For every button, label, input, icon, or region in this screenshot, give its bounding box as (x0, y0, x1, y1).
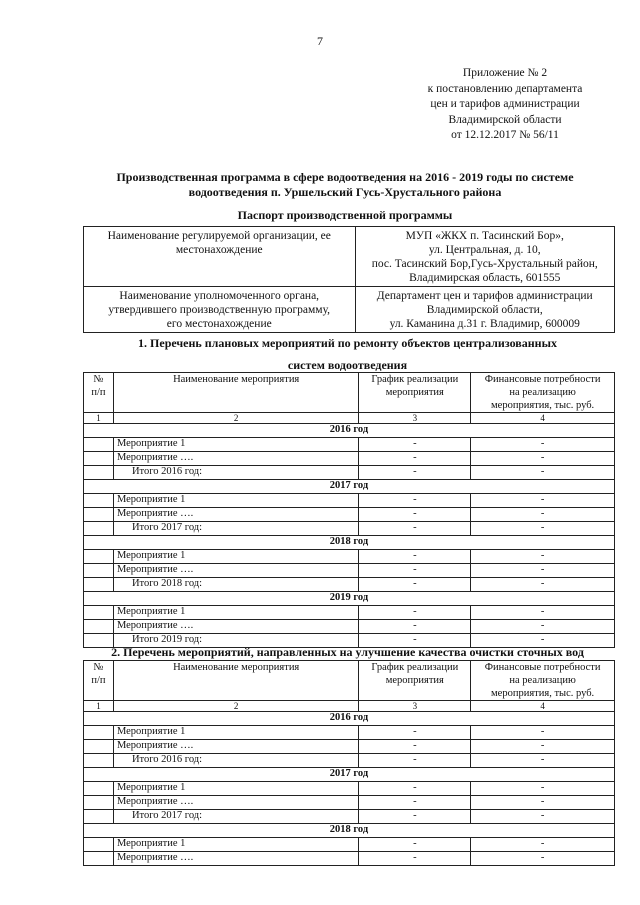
table-row (84, 620, 615, 634)
value-line: Владимирская область, 601555 (409, 272, 561, 284)
value-line: пос. Тасинский Бор,Гусь-Хрустальный район, (371, 258, 598, 270)
finance-cell: - (471, 438, 615, 452)
year-row (84, 768, 615, 782)
table-row (84, 508, 615, 522)
total-label: Итого 2016 год: (113, 466, 358, 480)
year-row (84, 592, 615, 606)
year-row (84, 424, 615, 438)
total-label: Итого 2017 год: (113, 810, 358, 824)
treatment-events-table (83, 660, 615, 866)
finance-cell: - (471, 810, 615, 824)
finance-cell: - (471, 564, 615, 578)
col-name-header: Наименование мероприятия (113, 661, 358, 701)
schedule-cell: - (359, 494, 471, 508)
passport-title: Паспорт производственной программы (237, 208, 453, 222)
schedule-cell: - (359, 740, 471, 754)
column-number-row (84, 413, 615, 424)
schedule-cell: - (359, 578, 471, 592)
event-name: Мероприятие …. (113, 852, 358, 866)
table-row (84, 740, 615, 754)
table-row (84, 852, 615, 866)
schedule-cell: - (359, 564, 471, 578)
annex-line: Приложение № 2 (462, 67, 548, 79)
event-name: Мероприятие …. (113, 564, 358, 578)
schedule-cell: - (359, 620, 471, 634)
label-line: его местонахождение (166, 318, 272, 330)
column-number: 3 (359, 701, 471, 712)
schedule-cell: - (359, 508, 471, 522)
annex-line: от 12.12.2017 № 56/11 (451, 129, 559, 141)
schedule-cell: - (359, 726, 471, 740)
column-number: 4 (471, 413, 615, 424)
finance-cell: - (471, 838, 615, 852)
total-label: Итого 2017 год: (113, 522, 358, 536)
finance-cell: - (471, 620, 615, 634)
table-row (84, 796, 615, 810)
column-number: 1 (84, 701, 114, 712)
passport-value (355, 287, 615, 333)
header-row (84, 373, 615, 413)
finance-cell: - (471, 852, 615, 866)
schedule-cell: - (359, 810, 471, 824)
table-row (84, 726, 615, 740)
event-name: Мероприятие …. (113, 508, 358, 522)
year-label: 2018 год (84, 824, 615, 838)
finance-cell: - (471, 494, 615, 508)
column-number: 2 (113, 413, 358, 424)
page-number: 7 (317, 34, 323, 48)
year-row (84, 480, 615, 494)
section2-title: 2. Перечень мероприятий, направленных на улучшение качества очистки сточных вод (111, 645, 584, 659)
finance-cell: - (471, 796, 615, 810)
total-label: Итого 2018 год: (113, 578, 358, 592)
event-name: Мероприятие 1 (113, 606, 358, 620)
schedule-cell: - (359, 438, 471, 452)
header-row (84, 661, 615, 701)
finance-cell: - (471, 550, 615, 564)
total-row (84, 522, 615, 536)
year-label: 2016 год (84, 712, 615, 726)
section1-title-cont: систем водоотведения (287, 358, 408, 372)
total-label: Итого 2016 год: (113, 754, 358, 768)
table-row (84, 550, 615, 564)
passport-value (355, 227, 615, 287)
total-label: Итого 2019 год: (113, 634, 358, 648)
schedule-cell: - (359, 522, 471, 536)
finance-cell: - (471, 466, 615, 480)
repair-events-table (83, 372, 615, 648)
schedule-cell: - (359, 754, 471, 768)
event-name: Мероприятие 1 (113, 782, 358, 796)
total-row (84, 810, 615, 824)
table-row (84, 838, 615, 852)
year-label: 2019 год (84, 592, 615, 606)
year-label: 2017 год (84, 768, 615, 782)
table-row (84, 564, 615, 578)
annex-line: к постановлению департамента (427, 82, 583, 95)
finance-cell: - (471, 634, 615, 648)
passport-row (84, 227, 615, 287)
passport-row (84, 287, 615, 333)
col-schedule-header: График реализации мероприятия (359, 373, 471, 413)
event-name: Мероприятие 1 (113, 838, 358, 852)
event-name: Мероприятие 1 (113, 494, 358, 508)
annex-line: Владимирской области (448, 113, 562, 126)
year-label: 2017 год (84, 480, 615, 494)
event-name: Мероприятие 1 (113, 726, 358, 740)
passport-label (84, 227, 356, 287)
table-row (84, 494, 615, 508)
year-row (84, 712, 615, 726)
schedule-cell: - (359, 796, 471, 810)
title-line: водоотведения п. Уршельский Гусь-Хрустального района (188, 185, 502, 199)
total-row (84, 754, 615, 768)
column-number: 2 (113, 701, 358, 712)
finance-cell: - (471, 522, 615, 536)
value-line: МУП «ЖКХ п. Тасинский Бор», (405, 230, 564, 242)
document-title (70, 170, 620, 200)
column-number-row (84, 701, 615, 712)
passport-table (83, 226, 615, 333)
col-schedule-header: График реализации мероприятия (359, 661, 471, 701)
finance-cell: - (471, 782, 615, 796)
finance-cell: - (471, 606, 615, 620)
column-number: 1 (84, 413, 114, 424)
passport-label (84, 287, 356, 333)
col-number-header: № п/п (84, 373, 114, 413)
schedule-cell: - (359, 852, 471, 866)
col-finance-header: Финансовые потребности на реализацию мероприятия, тыс. руб. (471, 373, 615, 413)
year-label: 2016 год (84, 424, 615, 438)
table-row (84, 438, 615, 452)
year-row (84, 536, 615, 550)
table-row (84, 452, 615, 466)
label-line: Наименование уполномоченного органа, (119, 290, 320, 302)
finance-cell: - (471, 726, 615, 740)
annex-block (400, 66, 610, 144)
year-label: 2018 год (84, 536, 615, 550)
label-line: утвердившего производственную программу, (108, 304, 331, 316)
finance-cell: - (471, 754, 615, 768)
table-row (84, 782, 615, 796)
annex-line: цен и тарифов администрации (430, 98, 580, 110)
schedule-cell: - (359, 838, 471, 852)
schedule-cell: - (359, 452, 471, 466)
schedule-cell: - (359, 634, 471, 648)
event-name: Мероприятие …. (113, 796, 358, 810)
event-name: Мероприятие 1 (113, 438, 358, 452)
col-finance-header: Финансовые потребности на реализацию мероприятия, тыс. руб. (471, 661, 615, 701)
value-line: ул. Центральная, д. 10, (428, 244, 541, 256)
finance-cell: - (471, 508, 615, 522)
col-number-header: № п/п (84, 661, 114, 701)
section1-title: 1. Перечень плановых мероприятий по ремонту объектов централизованных (138, 336, 557, 350)
event-name: Мероприятие …. (113, 452, 358, 466)
label-line: местонахождение (175, 244, 263, 256)
table-row (84, 606, 615, 620)
schedule-cell: - (359, 606, 471, 620)
event-name: Мероприятие …. (113, 740, 358, 754)
finance-cell: - (471, 452, 615, 466)
finance-cell: - (471, 578, 615, 592)
total-row (84, 466, 615, 480)
column-number: 3 (359, 413, 471, 424)
schedule-cell: - (359, 466, 471, 480)
total-row (84, 578, 615, 592)
title-line: Производственная программа в сфере водоотведения на 2016 - 2019 годы по системе (116, 170, 574, 184)
column-number: 4 (471, 701, 615, 712)
event-name: Мероприятие …. (113, 620, 358, 634)
col-name-header: Наименование мероприятия (113, 373, 358, 413)
finance-cell: - (471, 740, 615, 754)
label-line: Наименование регулируемой организации, ее (107, 230, 331, 242)
schedule-cell: - (359, 782, 471, 796)
event-name: Мероприятие 1 (113, 550, 358, 564)
value-line: Департамент цен и тарифов администрации (376, 290, 593, 302)
year-row (84, 824, 615, 838)
value-line: Владимирской области, (426, 304, 543, 316)
value-line: ул. Каманина д.31 г. Владимир, 600009 (389, 318, 580, 330)
schedule-cell: - (359, 550, 471, 564)
